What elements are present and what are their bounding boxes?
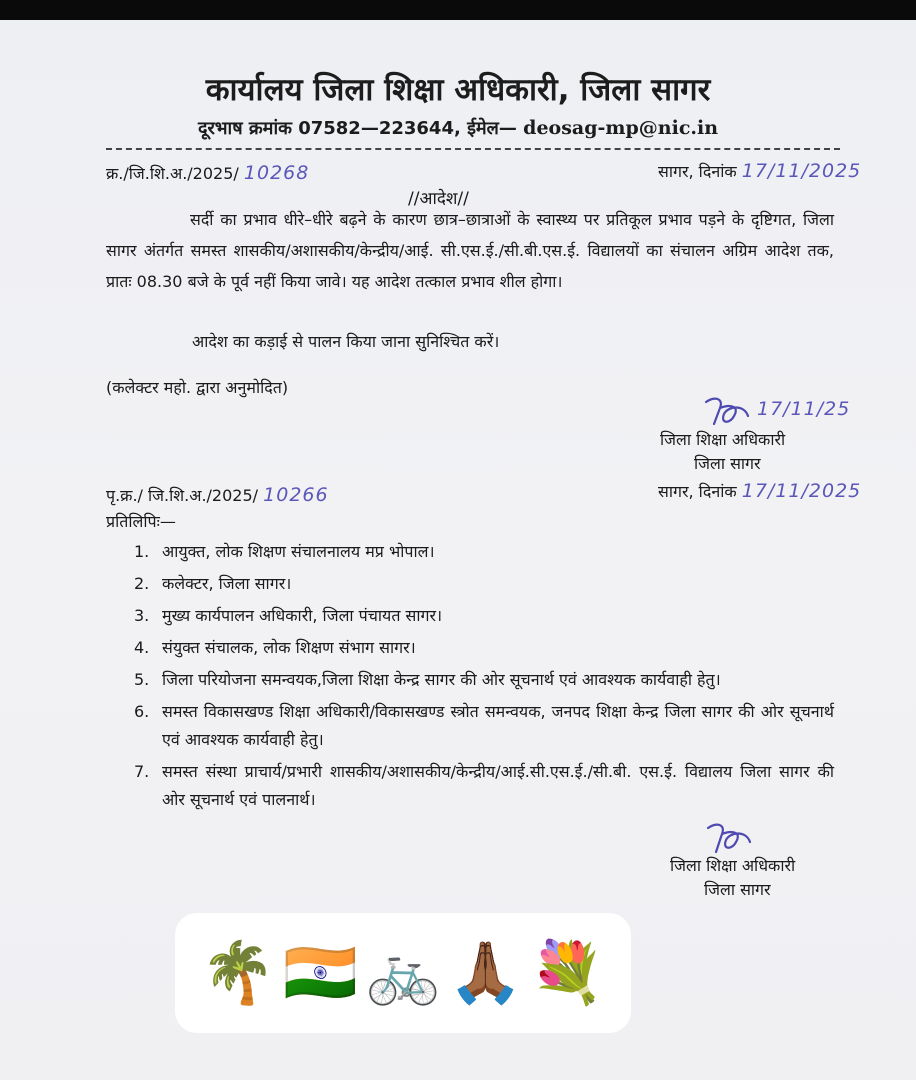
office-title: कार्यालय जिला शिक्षा अधिकारी, जिला सागर [205,72,711,108]
copy-label: प्रतिलिपिः— [106,512,176,531]
copy-signatory-title: जिला शिक्षा अधिकारी [670,856,796,875]
india-flag-icon: 🇮🇳 [283,938,358,1008]
copy-ref [106,484,329,506]
signature-date: 17/11/25 [757,398,851,420]
contact-email: deosag-mp@nic.in [523,117,719,139]
emoji-sticker [175,913,631,1033]
folded-hands-icon: 🙏🏾 [448,938,523,1008]
order-ref [106,162,309,184]
order-date [658,160,861,182]
copy-ref-printed: पृ.क्र./ जि.शि.अ./2025/ [106,486,259,505]
order-date-printed: सागर, दिनांक [658,162,737,181]
order-heading: //आदेश// [408,189,469,209]
copy-list [134,538,834,818]
order-date-handwritten: 17/11/2025 [741,160,862,182]
office-contact [0,116,916,140]
tulip-bouquet-icon: 💐 [530,938,606,1008]
list-item: 4. संयुक्त संचालक, लोक शिक्षण संभाग सागर। [134,638,416,657]
palm-tree-icon: 🌴 [200,938,276,1008]
copy-date-printed: सागर, दिनांक [658,482,737,501]
signatory-place: जिला सागर [694,454,761,473]
list-item: 2. कलेक्टर, जिला सागर। [134,574,292,593]
order-body-text: सर्दी का प्रभाव धीरे–धीरे बढ़ने के कारण छात्र–छात्राओं के स्वास्थ्य पर प्रतिकूल प्रभाव पड़ने के दृष्टिगत, जिला सागर अंतर्गत समस्त शासकीय/अशासकीय/केन्द्रीय/आई. सी.एस.ई./सी.बी.एस.ई. विद्यालयों का संचालन अग्रिम आदेश तक, प्रातः 08.30 बजे के पूर्व नहीं किया जावे। यह आदेश तत्काल प्रभाव शील होगा। [106,210,834,291]
list-item: 1. आयुक्त, लोक शिक्षण संचालनालय मप्र भोपाल। [134,542,435,561]
order-ref-printed: क्र./जि.शि.अ./2025/ [106,164,239,183]
list-item: 7. समस्त संस्था प्राचार्य/प्रभारी शासकीय/अशासकीय/केन्द्रीय/आई.सी.एस.ई./सी.बी. एस.ई. विद्यालय जिला सागर की ओर सूचनार्थ एवं पालनार्थ। [134,762,834,809]
compliance-text: आदेश का कड़ाई से पालन किया जाना सुनिश्चित करें। [192,332,500,351]
list-item: 6. समस्त विकासखण्ड शिक्षा अधिकारी/विकासखण्ड स्त्रोत समन्वयक, जनपद शिक्षा केन्द्र जिला सागर की ओर सूचनार्थ एवं आवश्यक कार्यवाही हेतु। [134,702,834,749]
bicycle-icon: 🚲 [365,938,441,1008]
approval-note: (कलेक्टर महो. द्वारा अनुमोदित) [106,378,289,397]
list-item: 3. मुख्य कार्यपालन अधिकारी, जिला पंचायत सागर। [134,606,443,625]
copy-signatory-place: जिला सागर [704,880,771,899]
order-ref-handwritten: 10268 [243,162,310,184]
top-black-bar [0,0,916,20]
signatory-title: जिला शिक्षा अधिकारी [660,430,786,449]
order-body [106,204,834,297]
copy-ref-handwritten: 10266 [263,484,329,506]
contact-phone: दूरभाष क्रमांक 07582—223644, ईमेल— [197,118,517,139]
copy-date-handwritten: 17/11/2025 [741,480,862,502]
copy-date [658,480,861,502]
signature-scribble [700,394,760,432]
header-divider [106,148,840,150]
list-item: 5. जिला परियोजना समन्वयक,जिला शिक्षा केन्द्र सागर की ओर सूचनार्थ एवं आवश्यक कार्यवाही हेतु। [134,670,721,689]
